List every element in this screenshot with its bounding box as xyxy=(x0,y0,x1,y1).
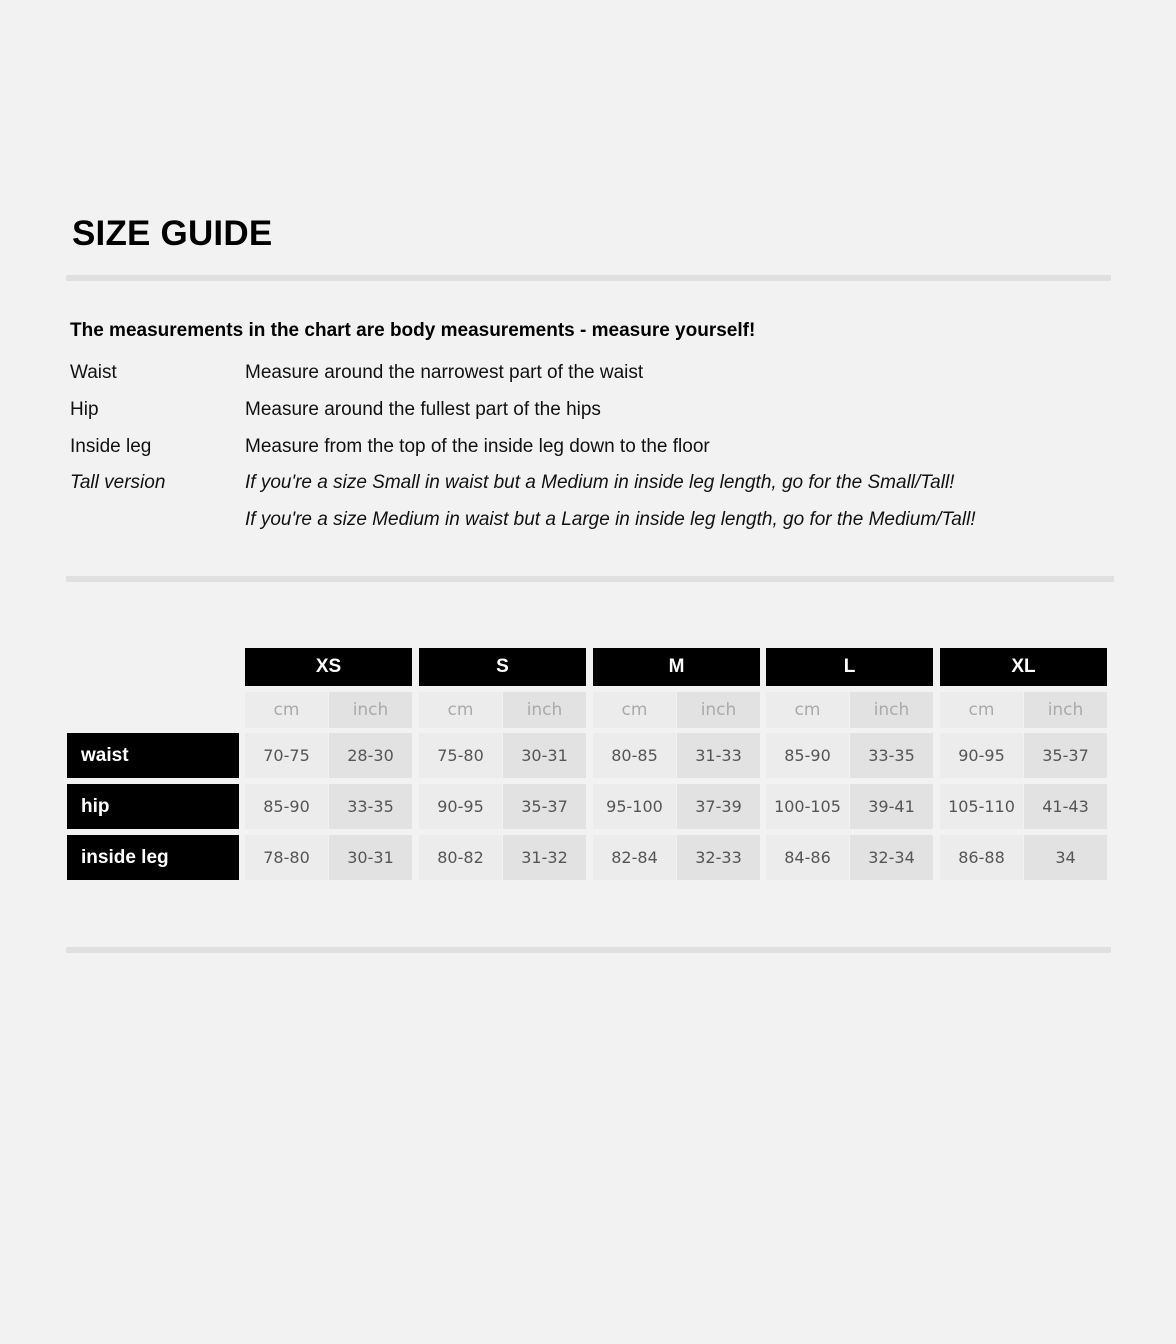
definition-desc: If you're a size Small in waist but a Medium in inside leg length, go for the Small/Tall! xyxy=(245,472,955,493)
intro-text: The measurements in the chart are body measurements - measure yourself! xyxy=(70,320,756,341)
row-label-hip: hip xyxy=(67,784,239,829)
divider xyxy=(66,275,1111,281)
size-header-l: L xyxy=(766,648,933,686)
definition-desc: If you're a size Medium in waist but a Large in inside leg length, go for the Medium/Tall! xyxy=(245,509,976,530)
unit-inch: inch xyxy=(850,692,933,728)
unit-inch: inch xyxy=(329,692,412,728)
table-cell: 41-43 xyxy=(1024,784,1107,829)
table-cell: 37-39 xyxy=(677,784,760,829)
unit-cm: cm xyxy=(419,692,502,728)
table-cell: 90-95 xyxy=(419,784,502,829)
table-cell: 75-80 xyxy=(419,733,502,778)
table-cell: 31-33 xyxy=(677,733,760,778)
divider xyxy=(66,947,1111,953)
size-header-m: M xyxy=(593,648,760,686)
unit-inch: inch xyxy=(503,692,586,728)
size-header-s: S xyxy=(419,648,586,686)
row-label-waist: waist xyxy=(67,733,239,778)
divider xyxy=(66,576,1114,582)
table-cell: 84-86 xyxy=(766,835,849,880)
definition-desc: Measure around the narrowest part of the waist xyxy=(245,362,644,383)
table-cell: 35-37 xyxy=(1024,733,1107,778)
definition-desc: Measure around the fullest part of the hips xyxy=(245,399,601,420)
size-header-xl: XL xyxy=(940,648,1107,686)
table-cell: 33-35 xyxy=(850,733,933,778)
table-cell: 86-88 xyxy=(940,835,1023,880)
unit-inch: inch xyxy=(677,692,760,728)
table-cell: 95-100 xyxy=(593,784,676,829)
table-cell: 78-80 xyxy=(245,835,328,880)
definition-term: Inside leg xyxy=(70,436,152,457)
unit-cm: cm xyxy=(940,692,1023,728)
table-cell: 100-105 xyxy=(766,784,849,829)
table-cell: 31-32 xyxy=(503,835,586,880)
definition-term: Hip xyxy=(70,399,99,420)
unit-cm: cm xyxy=(593,692,676,728)
table-cell: 28-30 xyxy=(329,733,412,778)
definition-term: Tall version xyxy=(70,472,166,493)
table-cell: 85-90 xyxy=(245,784,328,829)
table-cell: 105-110 xyxy=(940,784,1023,829)
unit-inch: inch xyxy=(1024,692,1107,728)
table-cell: 30-31 xyxy=(329,835,412,880)
table-cell: 85-90 xyxy=(766,733,849,778)
table-cell: 32-33 xyxy=(677,835,760,880)
table-cell: 70-75 xyxy=(245,733,328,778)
definition-desc: Measure from the top of the inside leg down to the floor xyxy=(245,436,710,457)
table-cell: 32-34 xyxy=(850,835,933,880)
row-label-inside-leg: inside leg xyxy=(67,835,239,880)
table-cell: 90-95 xyxy=(940,733,1023,778)
table-cell: 34 xyxy=(1024,835,1107,880)
table-cell: 39-41 xyxy=(850,784,933,829)
unit-cm: cm xyxy=(766,692,849,728)
table-cell: 80-82 xyxy=(419,835,502,880)
table-cell: 33-35 xyxy=(329,784,412,829)
size-header-xs: XS xyxy=(245,648,412,686)
table-cell: 80-85 xyxy=(593,733,676,778)
table-cell: 30-31 xyxy=(503,733,586,778)
definition-term: Waist xyxy=(70,362,117,383)
table-cell: 35-37 xyxy=(503,784,586,829)
page-title: SIZE GUIDE xyxy=(72,214,273,253)
table-cell: 82-84 xyxy=(593,835,676,880)
unit-cm: cm xyxy=(245,692,328,728)
